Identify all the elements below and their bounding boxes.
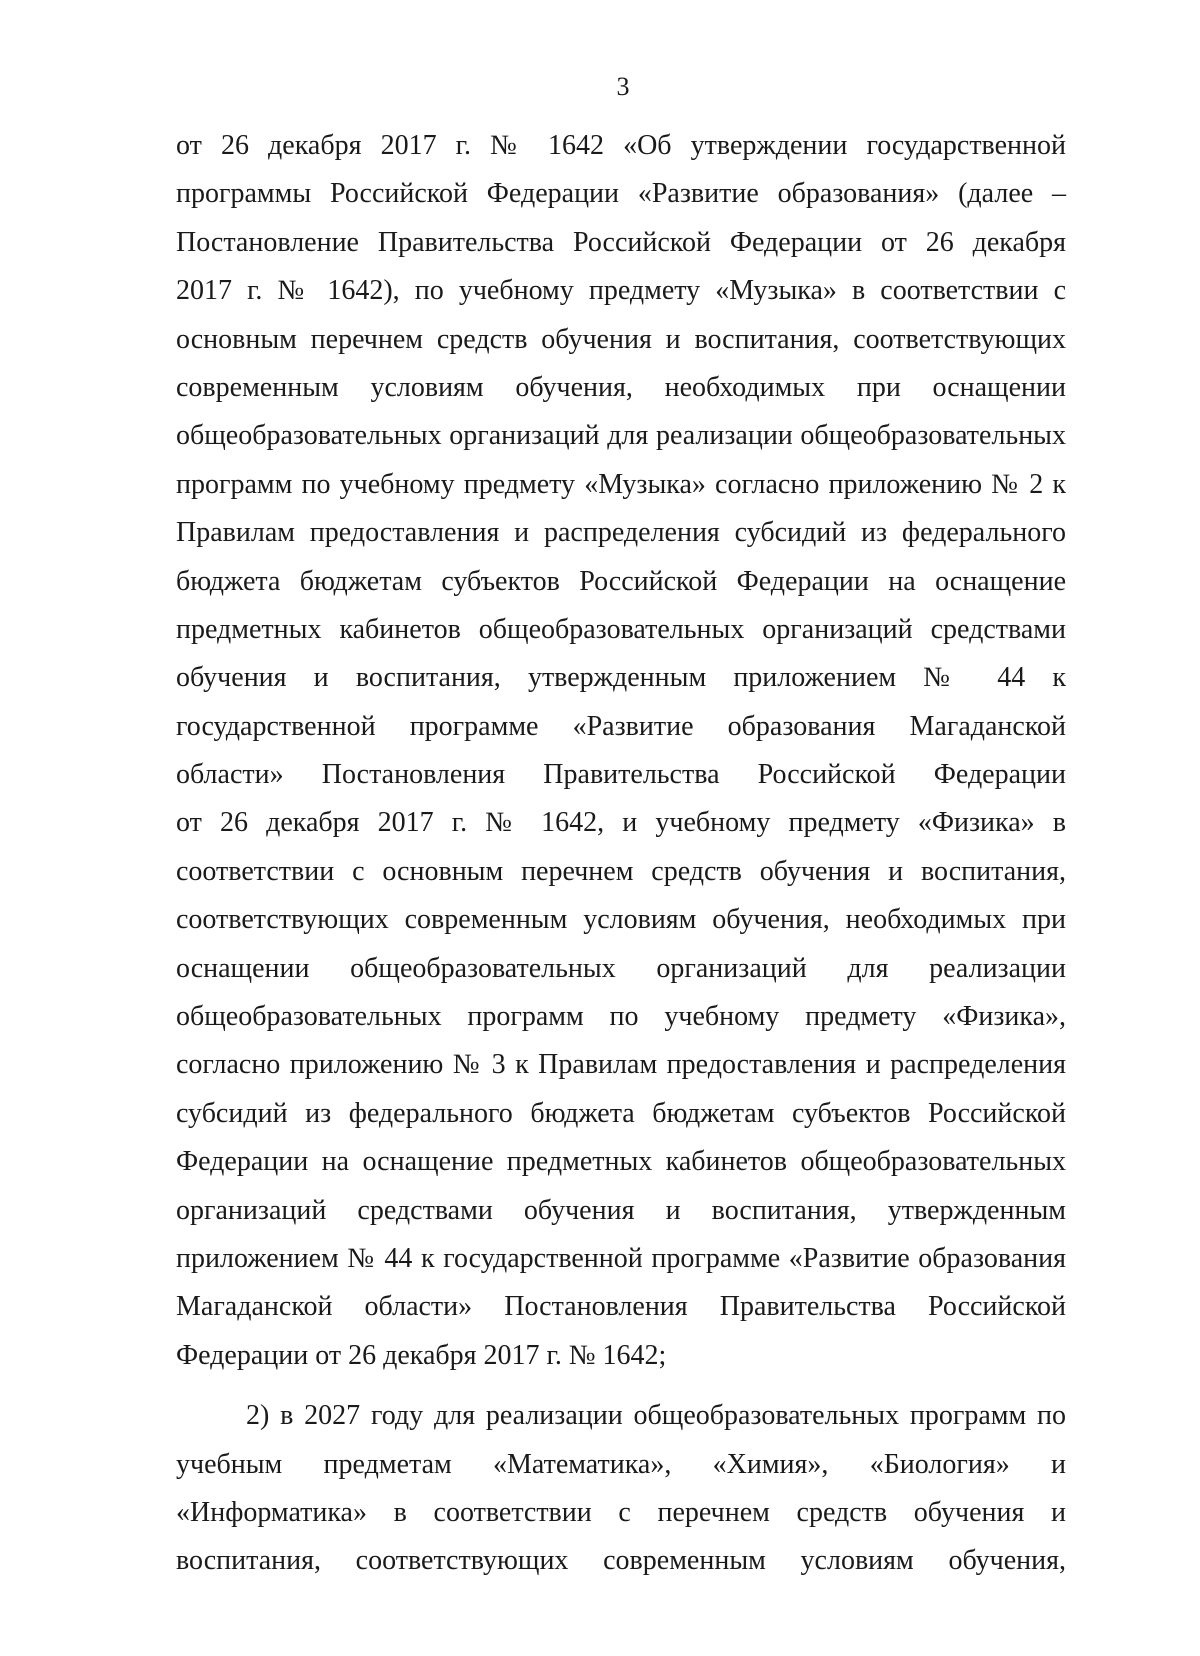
text-line: общеобразовательных программ по учебному предмету «Физика», xyxy=(176,1001,1066,1033)
paragraph-2 xyxy=(176,1392,1066,1586)
text-line: согласно приложению № 3 к Правилам предоставления и распределения xyxy=(176,1049,1066,1081)
text-line: области» Постановления Правительства Российской Федерации xyxy=(176,759,1066,791)
text-line: Правилам предоставления и распределения субсидий из федерального xyxy=(176,517,1066,549)
text-line: Постановление Правительства Российской Федерации от 26 декабря xyxy=(176,226,1066,258)
document-body xyxy=(176,122,1066,1586)
text-line: бюджета бюджетам субъектов Российской Федерации на оснащение xyxy=(176,565,1066,597)
text-line: субсидий из федерального бюджета бюджетам субъектов Российской xyxy=(176,1097,1066,1129)
text-line: 2017 г. № 1642), по учебному предмету «Музыка» в соответствии с xyxy=(176,275,1066,307)
text-line: предметных кабинетов общеобразовательных организаций средствами xyxy=(176,613,1066,645)
text-line: Федерации на оснащение предметных кабинетов общеобразовательных xyxy=(176,1146,1066,1178)
text-line: оснащении общеобразовательных организаций для реализации xyxy=(176,952,1066,984)
text-line: приложением № 44 к государственной программе «Развитие образования xyxy=(176,1242,1066,1274)
text-line: Федерации от 26 декабря 2017 г. № 1642; xyxy=(176,1339,667,1371)
text-line: от 26 декабря 2017 г. № 1642 «Об утверждении государственной xyxy=(176,130,1066,161)
text-line: воспитания, соответствующих современным условиям обучения, xyxy=(176,1545,1066,1577)
text-line: 2) в 2027 году для реализации общеобразовательных программ по xyxy=(246,1400,1066,1432)
text-line: основным перечнем средств обучения и воспитания, соответствующих xyxy=(176,323,1066,355)
text-line: программ по учебному предмету «Музыка» согласно приложению № 2 к xyxy=(176,468,1066,500)
text-line: обучения и воспитания, утвержденным приложением № 44 к xyxy=(176,662,1066,694)
text-line: «Информатика» в соответствии с перечнем средств обучения и xyxy=(176,1496,1066,1528)
paragraph-spacer xyxy=(176,1380,1066,1392)
text-line: соответствующих современным условиям обучения, необходимых при xyxy=(176,904,1066,936)
text-line: общеобразовательных организаций для реализации общеобразовательных xyxy=(176,420,1066,452)
text-line: учебным предметам «Математика», «Химия», «Биология» и xyxy=(176,1448,1066,1480)
text-line: программы Российской Федерации «Развитие образования» (далее – xyxy=(176,178,1066,210)
text-line: государственной программе «Развитие образования Магаданской xyxy=(176,710,1066,742)
paragraph-1 xyxy=(176,122,1066,1380)
text-line: от 26 декабря 2017 г. № 1642, и учебному предмету «Физика» в xyxy=(176,807,1066,839)
text-line: соответствии с основным перечнем средств обучения и воспитания, xyxy=(176,855,1066,887)
text-line: Магаданской области» Постановления Правительства Российской xyxy=(176,1291,1066,1323)
text-line: организаций средствами обучения и воспитания, утвержденным xyxy=(176,1194,1066,1226)
page-number: 3 xyxy=(616,72,630,101)
text-line: современным условиям обучения, необходимых при оснащении xyxy=(176,371,1066,403)
